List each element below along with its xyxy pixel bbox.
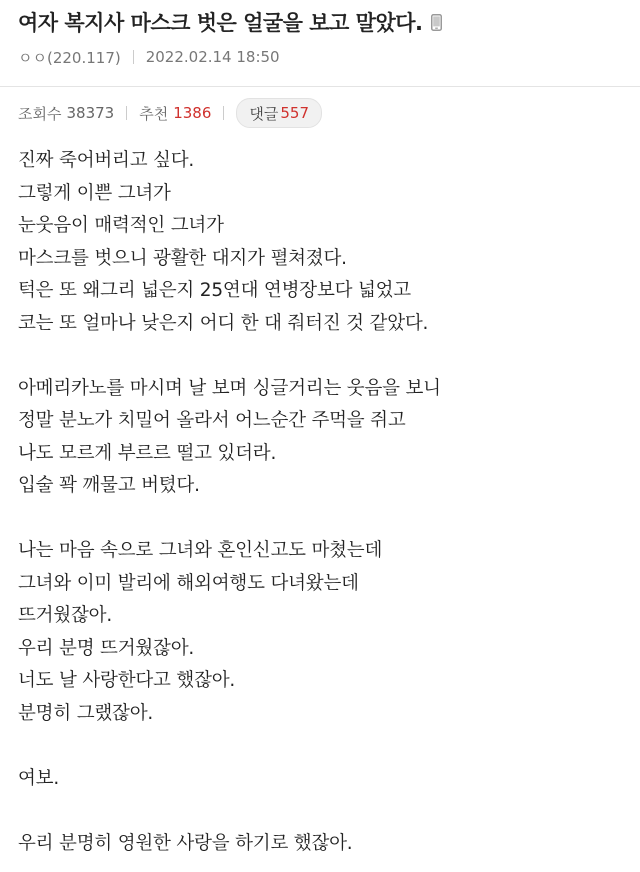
post-author[interactable]: ㅇㅇ(220.117): [18, 48, 121, 67]
post-body-line: 나는 마음 속으로 그녀와 혼인신고도 마쳤는데: [18, 540, 383, 561]
post-body-line: 아메리카노를 마시며 날 보며 싱글거리는 웃음을 보니: [18, 377, 441, 399]
post-body-line: 코는 또 얼마나 낮은지 어디 한 대 줘터진 것 같았다.: [18, 312, 429, 334]
post-body: [0, 139, 640, 860]
stats-divider: [126, 106, 127, 120]
mobile-phone-icon: [431, 14, 442, 31]
post-body-line: 마스크를 벗으니 광활한 대지가 펼쳐졌다.: [18, 247, 347, 269]
post-body-line: 턱은 또 왜그리 넓은지 25연대 연병장보다 넓었고: [18, 280, 411, 301]
comments-label: 댓글: [249, 104, 279, 123]
post-body-line: 우리 분명 뜨거웠잖아.: [18, 637, 195, 659]
views-count: 38373: [66, 104, 115, 122]
post-body-line: [18, 795, 622, 828]
post-body-line: 진짜 죽어버리고 싶다.: [18, 150, 195, 171]
comments-button[interactable]: [236, 98, 322, 128]
post-body-line: 분명히 그랬잖아.: [18, 702, 154, 724]
post-body-line: 정말 분노가 치밀어 올라서 어느순간 주먹을 쥐고: [18, 410, 406, 431]
title-row: [18, 0, 622, 42]
post-body-line: 그렇게 이쁜 그녀가: [18, 182, 171, 204]
post-body-line: 뜨거웠잖아.: [18, 605, 113, 626]
post-body-line: 입술 꽉 깨물고 버텼다.: [18, 475, 200, 496]
views-label: 조회수: [18, 104, 62, 123]
recommend-label: 추천: [139, 104, 169, 123]
post-body-line: 나도 모르게 부르르 떨고 있더라.: [18, 442, 277, 464]
post-stats: [0, 87, 640, 139]
stats-divider: [223, 106, 224, 120]
meta-divider: [133, 50, 134, 64]
post-body-line: [18, 730, 622, 763]
post-date: 2022.02.14 18:50: [145, 48, 280, 66]
post-header: [0, 0, 640, 72]
post-body-line: 너도 날 사랑한다고 했잖아.: [18, 670, 236, 691]
post-body-line: [18, 503, 622, 536]
post-body-line: 눈웃음이 매력적인 그녀가: [18, 215, 224, 236]
post-body-line: [18, 340, 622, 373]
recommend-count: 1386: [173, 104, 212, 122]
post-title: 여자 복지사 마스크 벗은 얼굴을 보고 말았다.: [18, 11, 423, 35]
post-meta: [18, 42, 622, 72]
comments-count: 557: [280, 104, 309, 122]
post-body-line: 여보.: [18, 767, 60, 789]
post-body-line: 그녀와 이미 발리에 해외여행도 다녀왔는데: [18, 572, 359, 594]
post-body-line: 우리 분명히 영원한 사랑을 하기로 했잖아.: [18, 832, 353, 854]
